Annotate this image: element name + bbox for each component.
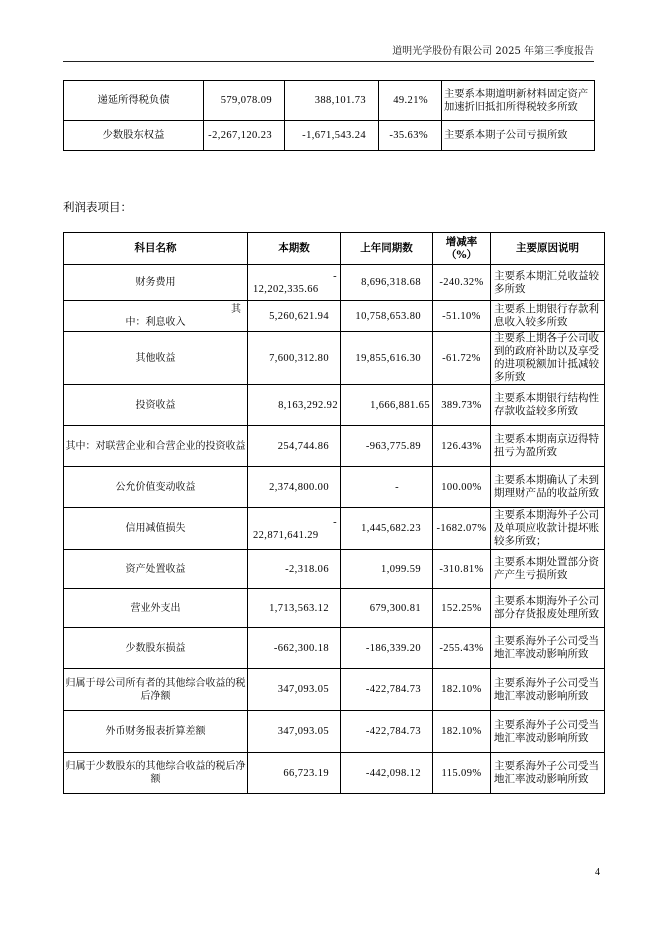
income-row [64, 467, 605, 508]
reason: 主要系本期南京迈得特扭亏为盈所致 [491, 426, 605, 467]
prior-period-value: 388,101.73 [285, 81, 379, 121]
item-name: 外币财务报表折算差额 [64, 711, 248, 753]
change-rate: -61.72% [433, 332, 491, 385]
item-name: 公允价值变动收益 [64, 467, 248, 508]
minus-sign: - [333, 516, 337, 528]
income-row [64, 332, 605, 385]
current-period-value [248, 508, 341, 550]
income-row [64, 753, 605, 794]
change-rate: 49.21% [379, 81, 442, 121]
current-period-value: 7,600,312.80 [248, 332, 341, 385]
current-period-value: 8,163,292.92 [248, 385, 341, 426]
income-row [64, 265, 605, 301]
page-number: 4 [595, 867, 600, 878]
current-period-value: 579,078.09 [204, 81, 285, 121]
item-name-line: 中：利息收入 [125, 317, 186, 328]
item-name: 其他收益 [64, 332, 248, 385]
item-name: 少数股东损益 [64, 628, 248, 669]
prior-period-value: 1,666,881.65 [341, 385, 433, 426]
reason: 主要系本期银行结构性存款收益较多所致 [491, 385, 605, 426]
prior-period-value: 8,696,318.68 [341, 265, 433, 301]
reason: 主要系海外子公司受当地汇率波动影响所致 [491, 711, 605, 753]
prior-period-value: -442,098.12 [341, 753, 433, 794]
item-name: 资产处置收益 [64, 550, 248, 589]
income-row [64, 426, 605, 467]
current-period-value: -2,267,120.23 [204, 121, 285, 151]
reason: 主要系本期确认了未到期理财产品的收益所致 [491, 467, 605, 508]
current-period-value: 66,723.19 [248, 753, 341, 794]
prior-period-value: 1,445,682.23 [341, 508, 433, 550]
income-row [64, 589, 605, 628]
change-rate: -310.81% [433, 550, 491, 589]
income-statement-table [63, 232, 605, 794]
income-row [64, 550, 605, 589]
item-name [64, 669, 248, 711]
header-prior-period: 上年同期数 [341, 233, 433, 265]
income-row [64, 508, 605, 550]
reason: 主要系本期子公司亏损所致 [442, 121, 595, 151]
header-rule [63, 61, 594, 62]
header-change-rate-unit: （%） [446, 248, 477, 261]
section-title: 利润表项目： [63, 200, 132, 214]
current-period-value: 2,374,800.00 [248, 467, 341, 508]
current-period-value: 347,093.05 [248, 711, 341, 753]
item-name: 投资收益 [64, 385, 248, 426]
prior-period-value: -963,775.89 [341, 426, 433, 467]
prior-period-value: - [341, 467, 433, 508]
current-period-value: 347,093.05 [248, 669, 341, 711]
item-name-line: 归属于少数股东的其他综合收益的税后净 [65, 761, 246, 772]
change-rate: 126.43% [433, 426, 491, 467]
prior-period-value: 679,300.81 [341, 589, 433, 628]
change-rate: -51.10% [433, 301, 491, 332]
item-name [64, 301, 248, 332]
change-rate: 152.25% [433, 589, 491, 628]
header-change-rate [433, 233, 491, 265]
prior-period-value: 19,855,616.30 [341, 332, 433, 385]
table-header-row [64, 233, 605, 265]
item-name: 信用减值损失 [64, 508, 248, 550]
header-reason: 主要原因说明 [491, 233, 605, 265]
change-rate: -35.63% [379, 121, 442, 151]
current-period-value: -2,318.06 [248, 550, 341, 589]
reason: 主要系本期海外子公司部分存货报废处理所致 [491, 589, 605, 628]
prior-period-value: -186,339.20 [341, 628, 433, 669]
reason: 主要系上期银行存款利息收入较多所致 [491, 301, 605, 332]
item-name-line: 归属于母公司所有者的其他综合收益的税 [65, 677, 246, 689]
prior-period-value: 1,099.59 [341, 550, 433, 589]
header-change-rate-line: 增减率 [445, 235, 478, 248]
running-header-title: 道明光学股份有限公司 2025 年第三季度报告 [392, 46, 594, 57]
item-name-line: 额 [150, 774, 161, 785]
prior-period-value: -1,671,543.24 [285, 121, 379, 151]
change-rate: -240.32% [433, 265, 491, 301]
reason: 主要系海外子公司受当地汇率波动影响所致 [491, 753, 605, 794]
minus-sign: - [333, 270, 337, 282]
change-rate: -255.43% [433, 628, 491, 669]
income-row [64, 669, 605, 711]
income-row [64, 628, 605, 669]
change-rate: 115.09% [433, 753, 491, 794]
income-row [64, 385, 605, 426]
reason: 主要系上期各子公司收到的政府补助以及享受的进项税额加计抵减较多所致 [491, 332, 605, 385]
balance-sheet-table-continued [63, 80, 595, 151]
item-name: 递延所得税负债 [64, 81, 204, 121]
change-rate: 182.10% [433, 669, 491, 711]
current-period-value: 254,744.86 [248, 426, 341, 467]
reason: 主要系本期汇兑收益较多所致 [491, 265, 605, 301]
item-name-line: 其 [231, 304, 241, 315]
current-period-value: 1,713,563.12 [248, 589, 341, 628]
item-name-line: 后净额 [140, 690, 171, 702]
item-name: 营业外支出 [64, 589, 248, 628]
income-row [64, 711, 605, 753]
balance-row [64, 81, 595, 121]
current-period-amount: 12,202,335.66 [253, 283, 319, 295]
item-name [64, 753, 248, 794]
reason: 主要系本期道明新材料固定资产加速折旧抵扣所得税较多所致 [442, 81, 595, 121]
reason: 主要系海外子公司受当地汇率波动影响所致 [491, 669, 605, 711]
item-name: 其中：对联营企业和合营企业的投资收益 [64, 426, 248, 467]
header-item-name: 科目名称 [64, 233, 248, 265]
item-name: 少数股东权益 [64, 121, 204, 151]
change-rate: 389.73% [433, 385, 491, 426]
reason: 主要系本期处置部分资产产生亏损所致 [491, 550, 605, 589]
header-current-period: 本期数 [248, 233, 341, 265]
reason: 主要系海外子公司受当地汇率波动影响所致 [491, 628, 605, 669]
prior-period-value: -422,784.73 [341, 711, 433, 753]
current-period-amount: 22,871,641.29 [253, 529, 319, 541]
change-rate: 100.00% [433, 467, 491, 508]
balance-row [64, 121, 595, 151]
prior-period-value: 10,758,653.80 [341, 301, 433, 332]
current-period-value [248, 265, 341, 301]
current-period-value: -662,300.18 [248, 628, 341, 669]
item-name: 财务费用 [64, 265, 248, 301]
current-period-value: 5,260,621.94 [248, 301, 341, 332]
reason: 主要系本期海外子公司及单项应收款计提坏账较多所致； [491, 508, 605, 550]
prior-period-value: -422,784.73 [341, 669, 433, 711]
change-rate: 182.10% [433, 711, 491, 753]
income-row [64, 301, 605, 332]
change-rate: -1682.07% [433, 508, 491, 550]
